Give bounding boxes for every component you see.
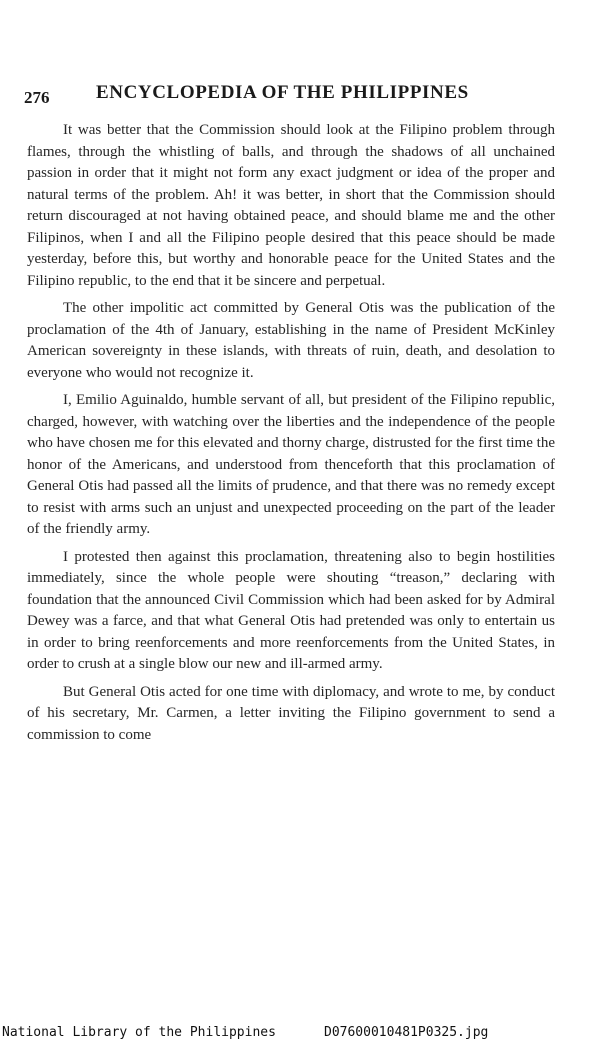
- page-header: [24, 82, 564, 110]
- page-number: 276: [24, 88, 50, 107]
- paragraph-commission-flames: It was better that the Commission should look at the Filipino problem through flames, through the whistling of balls, and through the shadows of all unchained passion in order that it might not form any exact judgment or idea of the proper and natural terms of the problem. Ah! it was better, in short that the Commission should return discouraged at not having obtained peace, and should blame me and the other Filipinos, when I and all the Filipino people desired that this peace should be made yesterday, before this, but worthy and honorable peace for the United States and the Filipino republic, to the end that it be sincere and perpetual.: [27, 122, 555, 289]
- footer-filename: D07600010481P0325.jpg: [324, 1025, 489, 1040]
- footer-source: National Library of the Philippines: [2, 1025, 276, 1040]
- paragraph-aguinaldo-charge: I, Emilio Aguinaldo, humble servant of all, but president of the Filipino republic, charged, however, with watching over the liberties and the independence of the people who have chosen me for this elevated and thorny charge, distrusted for the first time the honor of the Americans, and understood from thenceforth that this proclamation of General Otis had passed all the limits of prudence, and that there was no remedy except to resist with arms such an unjust and unexpected proceeding on the part of the leader of the friendly army.: [27, 392, 555, 537]
- body-text: [27, 120, 555, 752]
- paragraph-protest: I protested then against this proclamation, threatening also to begin hostilities immediately, since the whole people were shouting “treason,” declaring with foundation that the announced Civil Commission which had been asked for by Admiral Dewey was a farce, and that what General Otis had pretended was only to entertain us in order to bring reenforcements and more reenforcements from the United States, in order to crush at a single blow our new and ill-armed army.: [27, 548, 555, 672]
- scan-footer: [2, 1025, 602, 1041]
- paragraph-otis-diplomacy: But General Otis acted for one time with diplomacy, and wrote to me, by conduct of his secretary, Mr. Carmen, a letter inviting the Filipino government to send a commission to come: [27, 683, 555, 743]
- running-title: ENCYCLOPEDIA OF THE PHILIPPINES: [96, 82, 469, 103]
- paragraph-otis-proclamation: The other impolitic act committed by General Otis was the publication of the proclamation of the 4th of January, establishing in the name of President McKinley American sovereignty in these islands, with threats of ruin, death, and desolation to everyone who would not recognize it.: [27, 300, 555, 381]
